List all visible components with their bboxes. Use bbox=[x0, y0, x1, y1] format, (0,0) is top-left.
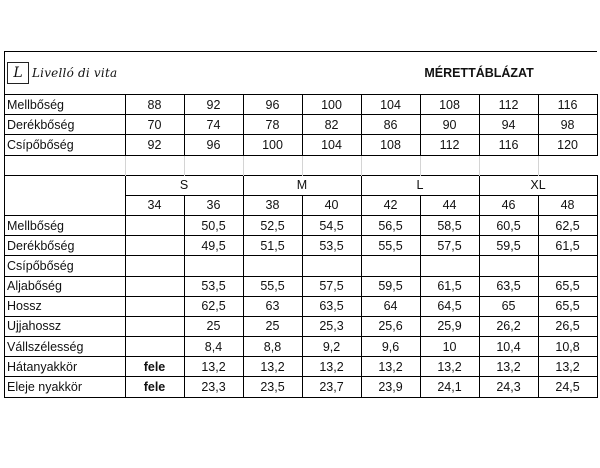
eu-size-header: 44 bbox=[420, 195, 479, 215]
table-cell bbox=[420, 256, 479, 276]
title-cell bbox=[361, 52, 597, 95]
row-label: Ujjahossz bbox=[5, 316, 125, 336]
measurement-row bbox=[5, 236, 597, 256]
measurement-row bbox=[5, 296, 597, 316]
size-chart-table bbox=[5, 51, 598, 398]
table-cell: 52,5 bbox=[243, 215, 302, 235]
table-cell: 53,5 bbox=[184, 276, 243, 296]
table-cell: 94 bbox=[479, 115, 538, 135]
table-cell bbox=[243, 256, 302, 276]
table-cell: 96 bbox=[184, 135, 243, 155]
table-cell bbox=[125, 236, 184, 256]
table-cell: 120 bbox=[538, 135, 597, 155]
header-row bbox=[5, 52, 597, 95]
table-cell: 13,2 bbox=[184, 357, 243, 377]
table-cell: 100 bbox=[302, 95, 361, 115]
table-cell: 58,5 bbox=[420, 215, 479, 235]
table-cell: 116 bbox=[538, 95, 597, 115]
table-cell: 62,5 bbox=[184, 296, 243, 316]
top-table-row bbox=[5, 135, 597, 155]
table-cell: 25,3 bbox=[302, 316, 361, 336]
table-cell: 60,5 bbox=[479, 215, 538, 235]
row-label: Csípőbőség bbox=[5, 256, 125, 276]
table-cell bbox=[538, 256, 597, 276]
table-cell: 13,2 bbox=[479, 357, 538, 377]
table-cell: 74 bbox=[184, 115, 243, 135]
table-cell: 86 bbox=[361, 115, 420, 135]
table-cell: 24,3 bbox=[479, 377, 538, 397]
table-cell: 82 bbox=[302, 115, 361, 135]
table-cell: 23,5 bbox=[243, 377, 302, 397]
table-cell: 108 bbox=[420, 95, 479, 115]
table-cell: 51,5 bbox=[243, 236, 302, 256]
size-chart-sheet bbox=[4, 51, 597, 398]
empty-cell bbox=[302, 155, 361, 175]
table-cell: 9,6 bbox=[361, 337, 420, 357]
spacer-row bbox=[5, 155, 597, 175]
table-cell: 65,5 bbox=[538, 276, 597, 296]
table-cell: 57,5 bbox=[420, 236, 479, 256]
table-cell bbox=[302, 256, 361, 276]
table-cell: 104 bbox=[361, 95, 420, 115]
table-cell: 64,5 bbox=[420, 296, 479, 316]
table-cell: 55,5 bbox=[361, 236, 420, 256]
table-cell: 78 bbox=[243, 115, 302, 135]
table-cell: 63,5 bbox=[302, 296, 361, 316]
row-label: Derékbőség bbox=[5, 115, 125, 135]
table-cell: 23,3 bbox=[184, 377, 243, 397]
measurement-row bbox=[5, 357, 597, 377]
table-cell: 65,5 bbox=[538, 296, 597, 316]
table-cell: 10,4 bbox=[479, 337, 538, 357]
table-cell: 13,2 bbox=[243, 357, 302, 377]
measurement-row bbox=[5, 377, 597, 397]
table-cell: 25 bbox=[184, 316, 243, 336]
measurement-row bbox=[5, 215, 597, 235]
empty-cell bbox=[420, 155, 479, 175]
table-cell: 59,5 bbox=[479, 236, 538, 256]
table-cell: 13,2 bbox=[538, 357, 597, 377]
table-cell: 9,2 bbox=[302, 337, 361, 357]
empty-cell bbox=[125, 155, 184, 175]
top-table-row bbox=[5, 115, 597, 135]
size-group-s: S bbox=[125, 175, 243, 195]
table-cell: 104 bbox=[302, 135, 361, 155]
table-cell: 92 bbox=[125, 135, 184, 155]
table-cell bbox=[125, 256, 184, 276]
table-cell: 10,8 bbox=[538, 337, 597, 357]
table-cell bbox=[125, 296, 184, 316]
table-cell: 98 bbox=[538, 115, 597, 135]
table-cell: 57,5 bbox=[302, 276, 361, 296]
eu-size-header: 48 bbox=[538, 195, 597, 215]
table-cell bbox=[125, 276, 184, 296]
table-cell: 50,5 bbox=[184, 215, 243, 235]
table-cell: 61,5 bbox=[420, 276, 479, 296]
table-cell: 63 bbox=[243, 296, 302, 316]
table-cell: 24,5 bbox=[538, 377, 597, 397]
eu-size-header: 46 bbox=[479, 195, 538, 215]
brand-logo-mark: L bbox=[7, 62, 29, 84]
table-cell: 112 bbox=[420, 135, 479, 155]
size-group-xl: XL bbox=[479, 175, 597, 195]
table-cell bbox=[125, 215, 184, 235]
table-cell: 59,5 bbox=[361, 276, 420, 296]
empty-cell bbox=[243, 155, 302, 175]
table-cell: 26,2 bbox=[479, 316, 538, 336]
empty-cell bbox=[361, 155, 420, 175]
table-cell: 53,5 bbox=[302, 236, 361, 256]
empty-cell bbox=[5, 175, 125, 195]
row-label: Vállszélesség bbox=[5, 337, 125, 357]
measurement-row bbox=[5, 256, 597, 276]
table-cell: 108 bbox=[361, 135, 420, 155]
table-cell: 112 bbox=[479, 95, 538, 115]
table-cell: 65 bbox=[479, 296, 538, 316]
table-cell: 55,5 bbox=[243, 276, 302, 296]
empty-cell bbox=[5, 195, 125, 215]
empty-cell bbox=[479, 155, 538, 175]
table-cell: 70 bbox=[125, 115, 184, 135]
row-label: Derékbőség bbox=[5, 236, 125, 256]
row-label: Csípőbőség bbox=[5, 135, 125, 155]
brand-logo bbox=[7, 62, 358, 84]
brand-cell bbox=[5, 52, 361, 95]
table-cell: 61,5 bbox=[538, 236, 597, 256]
table-cell: 26,5 bbox=[538, 316, 597, 336]
table-cell: 13,2 bbox=[302, 357, 361, 377]
eu-size-header: 38 bbox=[243, 195, 302, 215]
table-cell: 100 bbox=[243, 135, 302, 155]
table-cell: 90 bbox=[420, 115, 479, 135]
table-cell: 24,1 bbox=[420, 377, 479, 397]
row-label: Hátanyakkör bbox=[5, 357, 125, 377]
table-cell: 23,9 bbox=[361, 377, 420, 397]
table-cell bbox=[479, 256, 538, 276]
table-cell: 96 bbox=[243, 95, 302, 115]
table-cell: 88 bbox=[125, 95, 184, 115]
table-cell: 10 bbox=[420, 337, 479, 357]
note-cell: fele bbox=[125, 377, 184, 397]
row-label: Aljabőség bbox=[5, 276, 125, 296]
table-cell: 56,5 bbox=[361, 215, 420, 235]
row-label: Hossz bbox=[5, 296, 125, 316]
size-group-l: L bbox=[361, 175, 479, 195]
eu-size-header: 40 bbox=[302, 195, 361, 215]
table-cell: 25 bbox=[243, 316, 302, 336]
table-cell: 23,7 bbox=[302, 377, 361, 397]
note-cell: fele bbox=[125, 357, 184, 377]
table-cell bbox=[361, 256, 420, 276]
table-cell: 8,8 bbox=[243, 337, 302, 357]
row-label: Mellbőség bbox=[5, 215, 125, 235]
table-cell: 116 bbox=[479, 135, 538, 155]
table-cell: 64 bbox=[361, 296, 420, 316]
eu-size-header: 42 bbox=[361, 195, 420, 215]
table-cell: 25,9 bbox=[420, 316, 479, 336]
table-cell bbox=[184, 256, 243, 276]
table-cell: 13,2 bbox=[361, 357, 420, 377]
measurement-row bbox=[5, 337, 597, 357]
size-group-row bbox=[5, 175, 597, 195]
table-cell: 92 bbox=[184, 95, 243, 115]
table-cell: 8,4 bbox=[184, 337, 243, 357]
table-cell: 54,5 bbox=[302, 215, 361, 235]
empty-cell bbox=[184, 155, 243, 175]
table-cell: 63,5 bbox=[479, 276, 538, 296]
table-cell bbox=[125, 316, 184, 336]
row-label: Mellbőség bbox=[5, 95, 125, 115]
size-group-m: M bbox=[243, 175, 361, 195]
empty-cell bbox=[5, 155, 125, 175]
table-cell: 49,5 bbox=[184, 236, 243, 256]
table-cell bbox=[125, 337, 184, 357]
eu-size-row bbox=[5, 195, 597, 215]
eu-size-header: 34 bbox=[125, 195, 184, 215]
eu-size-header: 36 bbox=[184, 195, 243, 215]
table-cell: 13,2 bbox=[420, 357, 479, 377]
measurement-row bbox=[5, 316, 597, 336]
table-cell: 62,5 bbox=[538, 215, 597, 235]
measurement-row bbox=[5, 276, 597, 296]
page-title: MÉRETTÁBLÁZAT bbox=[424, 66, 534, 80]
top-table-row bbox=[5, 95, 597, 115]
table-cell: 25,6 bbox=[361, 316, 420, 336]
row-label: Eleje nyakkör bbox=[5, 377, 125, 397]
brand-name: Livelló di vita bbox=[32, 66, 118, 80]
empty-cell bbox=[538, 155, 597, 175]
